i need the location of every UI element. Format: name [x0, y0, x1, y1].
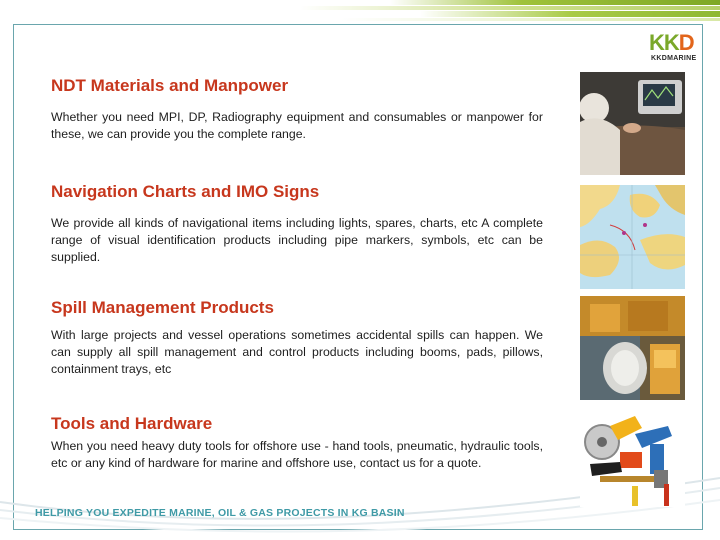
section-title: Spill Management Products: [51, 298, 274, 317]
section-ndt: [51, 76, 543, 143]
logo-subtitle: KKDMARINE: [651, 55, 697, 62]
section-title: Tools and Hardware: [51, 414, 213, 433]
ndt-inspection-photo: [580, 72, 685, 175]
section-body: When you need heavy duty tools for offshore use - hand tools, pneumatic, hydraulic tools, etc or any kind of hardware for marine and offshore use, contact us for a quote.: [51, 439, 543, 470]
section-navigation: [51, 182, 543, 266]
section-spill: [51, 298, 543, 378]
section-body: Whether you need MPI, DP, Radiography equipment and consumables or manpower for these, we can provide you the complete range.: [51, 110, 543, 141]
logo-mark: KKD: [649, 30, 694, 55]
section-title: NDT Materials and Manpower: [51, 76, 289, 95]
power-tools-photo: [580, 404, 685, 507]
section-body: We provide all kinds of navigational items including lights, spares, charts, etc A complete range of visual identification products including pipe markers, symbols, etc can be supplied.: [51, 216, 543, 264]
header-stripes: [0, 0, 720, 24]
section-title: Navigation Charts and IMO Signs: [51, 182, 320, 201]
section-tools: [51, 414, 543, 472]
navigation-chart-photo: [580, 185, 685, 289]
spill-equipment-photo: [580, 296, 685, 400]
section-body: With large projects and vessel operations sometimes accidental spills can happen. We can supply all spill management and control products including booms, pads, pillows, containment trays, etc: [51, 328, 543, 376]
company-logo: [649, 31, 705, 65]
footer-tagline: HELPING YOU EXPEDITE MARINE, OIL & GAS PROJECTS IN KG BASIN: [35, 507, 405, 519]
